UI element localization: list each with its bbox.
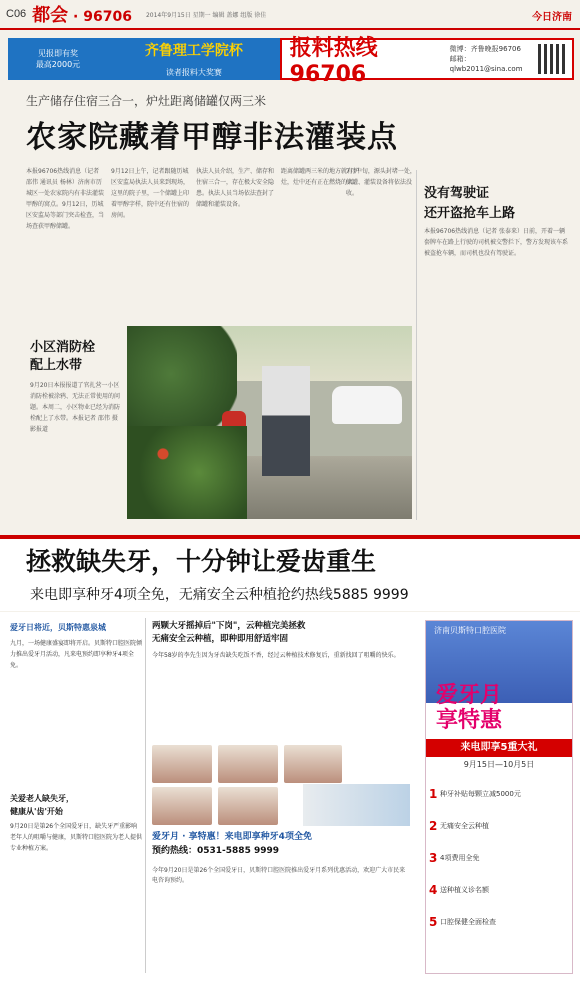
page-code: C06 bbox=[6, 8, 27, 20]
photo-person bbox=[262, 366, 310, 476]
article-column: 距离储罐两三米的地方就有炉灶，灶中还有正在燃烧的火。 bbox=[281, 168, 359, 186]
sidebar-text: 本报96706热线消息（记者 张泰来）日前，开着一辆套牌车在路上行驶的司机被交警拦下，警方发现该车系被盗抢车辆，而司机也没有驾驶证。 bbox=[424, 228, 569, 257]
ad-left-text-2: 9月20日是第26个全国爱牙日，缺失牙严重影响老年人的咀嚼与健康，贝斯特口腔医院为老人提供专业种植方案。 bbox=[10, 823, 142, 852]
column-divider bbox=[416, 170, 417, 520]
gift-number: 3 bbox=[429, 851, 438, 865]
article-column: 7月中旬，源头封堵一处，储罐、灌装设备将依法没收。 bbox=[346, 168, 416, 197]
sidebar-title: 没有驾驶证 还开盗抢车上路 bbox=[424, 186, 516, 221]
article-column: 本报96706热线消息（记者 邵伟 通讯员 杨林）济南市历城区一处农家院内有非法灌装甲醇的窝点。9月12日，历城区安监局等部门突击检查，当场查获甲醇储罐。 bbox=[26, 168, 104, 230]
photo-flowers bbox=[127, 426, 247, 519]
gift-number: 2 bbox=[429, 819, 438, 833]
banner-logo: 济南贝斯特口腔医院 bbox=[434, 626, 506, 635]
article-headline: 农家院藏着甲醇非法灌装点 bbox=[26, 120, 398, 155]
ad-center-text: 今年58岁的李先生因为牙齿缺失吃饭不香，经过云种植技术修复后，重新找回了咀嚼的快乐。 bbox=[152, 652, 400, 659]
gift-item: 口腔保健全面检查 bbox=[440, 918, 496, 926]
qr-code-icon bbox=[538, 44, 568, 74]
article-column: 执法人员介绍，生产、储存和住宿三合一，存在极大安全隐患。执法人员当场依法查封了储罐和灌装设备。 bbox=[196, 168, 274, 208]
photo-car bbox=[332, 386, 402, 424]
tooth-image bbox=[218, 745, 278, 783]
masthead bbox=[0, 0, 580, 30]
promo-left-bottom: 最高2000元 bbox=[35, 60, 81, 69]
gift-number: 1 bbox=[429, 787, 438, 801]
banner-date: 9月15日—10月5日 bbox=[463, 760, 535, 769]
banner-gift: 来电即享5重大礼 bbox=[426, 739, 572, 757]
banner-big-title: 爱牙月 享特惠 bbox=[436, 683, 503, 733]
gift-item: 4项费用全免 bbox=[440, 854, 480, 862]
hotline-weibo: 微博：齐鲁晚报96706 bbox=[449, 45, 521, 53]
contest-promo bbox=[8, 38, 280, 80]
doctor-photo bbox=[303, 784, 410, 826]
tooth-image bbox=[218, 787, 278, 825]
ad-left-heading: 爱牙日将近，贝斯特惠泉城 bbox=[10, 623, 106, 632]
gift-number: 5 bbox=[429, 915, 438, 929]
hotline-email: 邮箱：qlwb2011@sina.com bbox=[449, 55, 523, 73]
tooth-image bbox=[152, 745, 212, 783]
issue-date: 2014年9月15日 星期一 编辑 盖娜 组版 徐佳 bbox=[145, 11, 267, 19]
gift-item: 送种植义诊名额 bbox=[440, 886, 489, 894]
column-divider bbox=[145, 618, 146, 973]
gift-number: 4 bbox=[429, 883, 438, 897]
photo-story-title: 小区消防栓 配上水带 bbox=[30, 340, 96, 373]
ad-center-heading: 两颗大牙摇掉后"下岗"，云种植完美拯救 无痛安全云种植，即种即用舒适牢固 bbox=[152, 621, 306, 644]
tooth-image bbox=[152, 787, 212, 825]
article-kicker: 生产储存住宿三合一，炉灶距离储罐仅两三米 bbox=[26, 94, 267, 108]
photo-story-text: 9月20日本报报道了官扎营一小区消防栓被涂鸦、无法正常使用的问题。本周二，小区物业已经为消防栓配上了水带。本报记者 邵伟 摄影报道 bbox=[30, 382, 120, 433]
gift-item: 无痛安全云种植 bbox=[440, 822, 489, 830]
promo-brand: 齐鲁理工学院杯 bbox=[144, 42, 243, 59]
ad-left-text: 九月，一场健康盛宴即将开启。贝斯特口腔医院倾力推出爱牙月活动，凡来电预约即享种牙4项全免。 bbox=[10, 640, 142, 669]
tooth-image bbox=[284, 745, 342, 783]
promo-banner bbox=[8, 36, 574, 87]
promotion-banner bbox=[425, 620, 573, 974]
ad-subtitle: 来电即享种牙4项全免，无痛安全云种植抢约热线5885 9999 bbox=[30, 587, 409, 603]
newspaper-name: 今日济南 bbox=[532, 12, 572, 23]
ad-title: 拯救缺失牙，十分钟让爱齿重生 bbox=[26, 547, 377, 576]
ad-left-heading-2: 关爱老人缺失牙， bbox=[10, 794, 74, 803]
gift-item: 种牙补贴每颗立减5000元 bbox=[440, 790, 521, 798]
hotline-box bbox=[280, 36, 574, 87]
news-photo bbox=[127, 326, 412, 519]
hotline-title: 报料热线 96706 bbox=[289, 36, 378, 87]
ad-bottom-note: 今年9月20日是第26个全国爱牙日，贝斯特口腔医院推出爱牙月系列优惠活动，欢迎广大市民来电咨询预约。 bbox=[152, 867, 406, 884]
promo-brand-sub: 读者报料大奖赛 bbox=[165, 67, 222, 77]
ad-left-heading-3: 健康从'齿'开始 bbox=[10, 807, 63, 816]
article-column: 9月12日上午，记者跟随历城区安监局执法人员来到现场，这里的院子里，一个储罐上印着甲醇字样，院中还有住宿的房间。 bbox=[111, 168, 189, 219]
section-name: 都会 · 96706 bbox=[32, 5, 132, 26]
promo-left-top: 见报即有奖 bbox=[38, 49, 78, 58]
ad-center-footer: 爱牙月 · 享特惠！来电即享种牙4项全免 预约热线：0531-5885 9999 bbox=[152, 832, 312, 856]
